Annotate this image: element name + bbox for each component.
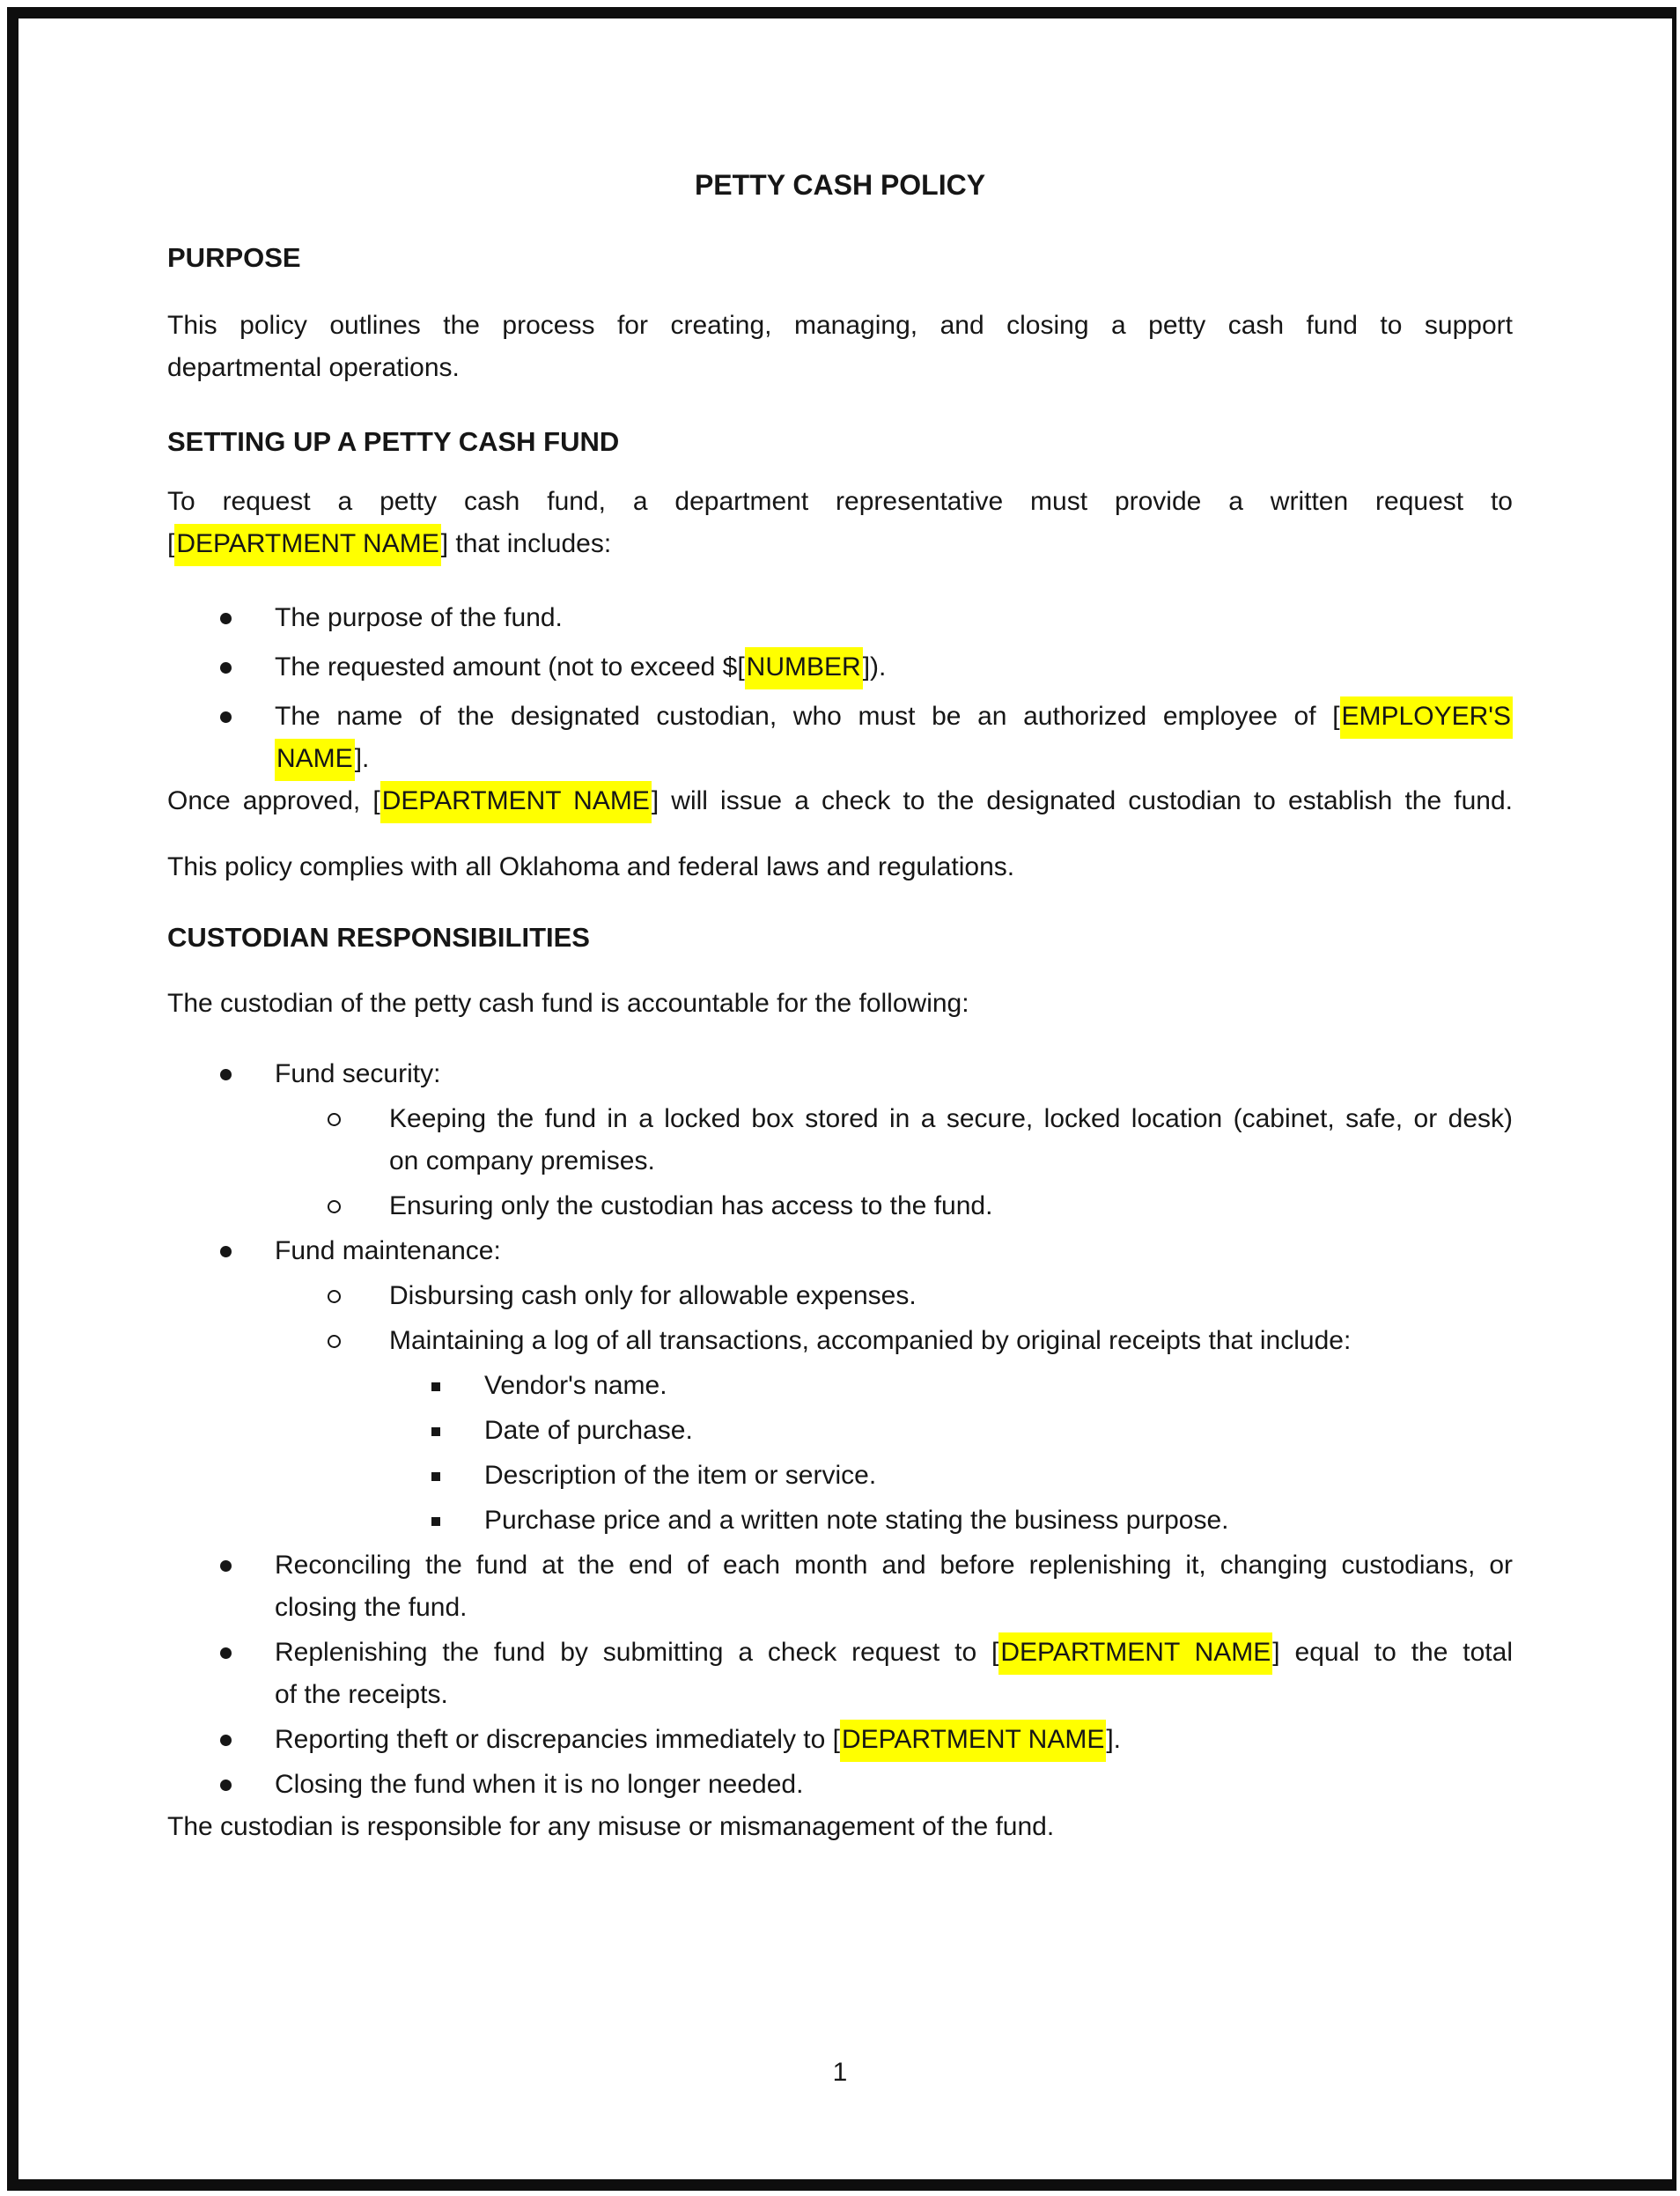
- list-item: [167, 1365, 1513, 1407]
- text-segment: Fund maintenance:: [275, 1236, 501, 1265]
- text-line: [167, 481, 1513, 523]
- bullet-square-icon: [431, 1427, 440, 1436]
- paragraph-custodian-intro: [167, 983, 1513, 1025]
- bullet-circle-icon: [328, 1290, 341, 1303]
- text-segment: Maintaining a log of all transactions, accompanied by original receipts that include:: [389, 1326, 1352, 1355]
- text-line: [275, 1632, 1513, 1674]
- text-segment: of the receipts.: [275, 1680, 448, 1709]
- text-line: [275, 1764, 1513, 1806]
- text-segment: Disbursing cash only for allowable expenses.: [389, 1281, 917, 1310]
- bullet-square-icon: [431, 1472, 440, 1481]
- text-segment: Vendor's name.: [484, 1371, 667, 1400]
- text-segment: Description of the item or service.: [484, 1461, 877, 1490]
- list-item: [167, 1455, 1513, 1497]
- highlighted-placeholder: DEPARTMENT NAME: [840, 1720, 1106, 1762]
- bullet-circle-icon: [328, 1200, 341, 1213]
- list-item: [167, 1500, 1513, 1542]
- text-line: [389, 1140, 1513, 1183]
- text-segment: To request a petty cash fund, a department representative must provide a written request to: [167, 487, 1513, 516]
- list-item-fund-maintenance: [167, 1230, 1513, 1272]
- highlighted-placeholder: NAME: [275, 739, 355, 781]
- text-segment: on company premises.: [389, 1146, 655, 1175]
- text-segment: Purchase price and a written note stating the business purpose.: [484, 1506, 1229, 1535]
- text-line: [275, 1053, 1513, 1095]
- list-item: [167, 646, 1513, 689]
- bullet-circle-icon: [328, 1335, 341, 1348]
- text-segment: Keeping the fund in a locked box stored in a secure, locked location (cabinet, safe, or desk): [389, 1104, 1513, 1133]
- text-line: [389, 1098, 1513, 1140]
- highlighted-placeholder: DEPARTMENT NAME: [380, 781, 652, 823]
- list-item: [167, 1544, 1513, 1629]
- request-includes-list: [167, 597, 1513, 780]
- text-segment: Once approved, [: [167, 786, 380, 815]
- text-line: [167, 1806, 1513, 1848]
- document-content: [167, 164, 1513, 1848]
- text-line: [275, 696, 1513, 738]
- paragraph-once-approved: [167, 780, 1513, 822]
- bullet-disc-icon: [220, 1647, 232, 1659]
- text-segment: ].: [354, 744, 370, 773]
- bullet-disc-icon: [220, 662, 232, 674]
- text-segment: The name of the designated custodian, who must be an authorized employee of [: [275, 702, 1340, 731]
- text-line: [167, 780, 1513, 822]
- bullet-circle-icon: [328, 1113, 341, 1126]
- text-segment: departmental operations.: [167, 353, 460, 382]
- text-segment: This policy outlines the process for creating, managing, and closing a petty cash fund to support: [167, 311, 1513, 340]
- list-item: [167, 1320, 1513, 1362]
- text-line: [484, 1410, 1513, 1452]
- bullet-disc-icon: [220, 1246, 232, 1257]
- custodian-responsibilities-list: [167, 1053, 1513, 1806]
- highlighted-placeholder: NUMBER: [745, 647, 863, 689]
- text-line: [484, 1365, 1513, 1407]
- paragraph-closing: [167, 1806, 1513, 1848]
- text-line: [484, 1455, 1513, 1497]
- list-item: [167, 1185, 1513, 1227]
- list-item: [167, 696, 1513, 780]
- bullet-disc-icon: [220, 1735, 232, 1746]
- text-segment: The purpose of the fund.: [275, 603, 563, 632]
- text-segment: ] that includes:: [440, 529, 612, 558]
- text-line: [275, 738, 1513, 780]
- text-line: [275, 597, 1513, 639]
- text-segment: The custodian is responsible for any misuse or mismanagement of the fund.: [167, 1812, 1055, 1841]
- text-segment: Ensuring only the custodian has access to the fund.: [389, 1191, 993, 1220]
- text-segment: Date of purchase.: [484, 1416, 693, 1445]
- text-segment: The requested amount (not to exceed $[: [275, 652, 745, 682]
- bullet-disc-icon: [220, 1069, 232, 1080]
- list-item: [167, 1764, 1513, 1806]
- text-line: [389, 1275, 1513, 1317]
- text-line: [167, 983, 1513, 1025]
- text-line: [167, 523, 1513, 565]
- section-heading-custodian: CUSTODIAN RESPONSIBILITIES: [167, 922, 590, 953]
- text-segment: closing the fund.: [275, 1593, 468, 1622]
- highlighted-placeholder: EMPLOYER'S: [1340, 696, 1513, 739]
- list-item: [167, 1098, 1513, 1183]
- bullet-disc-icon: [220, 711, 232, 723]
- bullet-square-icon: [431, 1517, 440, 1526]
- text-segment: Fund security:: [275, 1059, 441, 1088]
- text-line: [275, 1587, 1513, 1629]
- text-segment: Replenishing the fund by submitting a check request to [: [275, 1638, 999, 1667]
- text-segment: Reconciling the fund at the end of each month and before replenishing it, changing custodians, or: [275, 1551, 1513, 1580]
- section-heading-purpose: PURPOSE: [167, 242, 301, 273]
- text-line: [275, 1674, 1513, 1716]
- text-line: [275, 1544, 1513, 1587]
- section-heading-setup: SETTING UP A PETTY CASH FUND: [167, 426, 620, 457]
- text-line: [389, 1185, 1513, 1227]
- text-segment: Closing the fund when it is no longer needed.: [275, 1770, 804, 1799]
- bullet-disc-icon: [220, 1780, 232, 1791]
- text-segment: ] equal to the total: [1272, 1638, 1513, 1667]
- bullet-disc-icon: [220, 613, 232, 624]
- text-line: [167, 347, 1513, 389]
- highlighted-placeholder: DEPARTMENT NAME: [174, 524, 440, 566]
- text-line: [275, 646, 1513, 689]
- page-number: 1: [832, 2058, 848, 2087]
- text-line: [167, 305, 1513, 347]
- paragraph-compliance: [167, 846, 1513, 888]
- text-segment: This policy complies with all Oklahoma and federal laws and regulations.: [167, 852, 1015, 881]
- text-segment: ].: [1106, 1725, 1122, 1754]
- list-item-fund-security: [167, 1053, 1513, 1095]
- paragraph-purpose: [167, 305, 1513, 389]
- document-title: PETTY CASH POLICY: [694, 169, 986, 201]
- text-segment: The custodian of the petty cash fund is accountable for the following:: [167, 989, 969, 1018]
- text-line: [275, 1230, 1513, 1272]
- bullet-disc-icon: [220, 1560, 232, 1572]
- paragraph-request: [167, 481, 1513, 565]
- list-item: [167, 1410, 1513, 1452]
- text-line: [167, 846, 1513, 888]
- list-item: [167, 1632, 1513, 1716]
- text-segment: Reporting theft or discrepancies immediately to [: [275, 1725, 840, 1754]
- highlighted-placeholder: DEPARTMENT NAME: [998, 1632, 1272, 1675]
- text-line: [484, 1500, 1513, 1542]
- list-item: [167, 597, 1513, 639]
- text-line: [275, 1719, 1513, 1761]
- bullet-square-icon: [431, 1382, 440, 1391]
- list-item: [167, 1275, 1513, 1317]
- list-item: [167, 1719, 1513, 1761]
- text-segment: ] will issue a check to the designated custodian to establish the fund.: [651, 786, 1513, 815]
- text-segment: [: [167, 529, 175, 558]
- text-line: [389, 1320, 1513, 1362]
- text-segment: ]).: [862, 652, 887, 682]
